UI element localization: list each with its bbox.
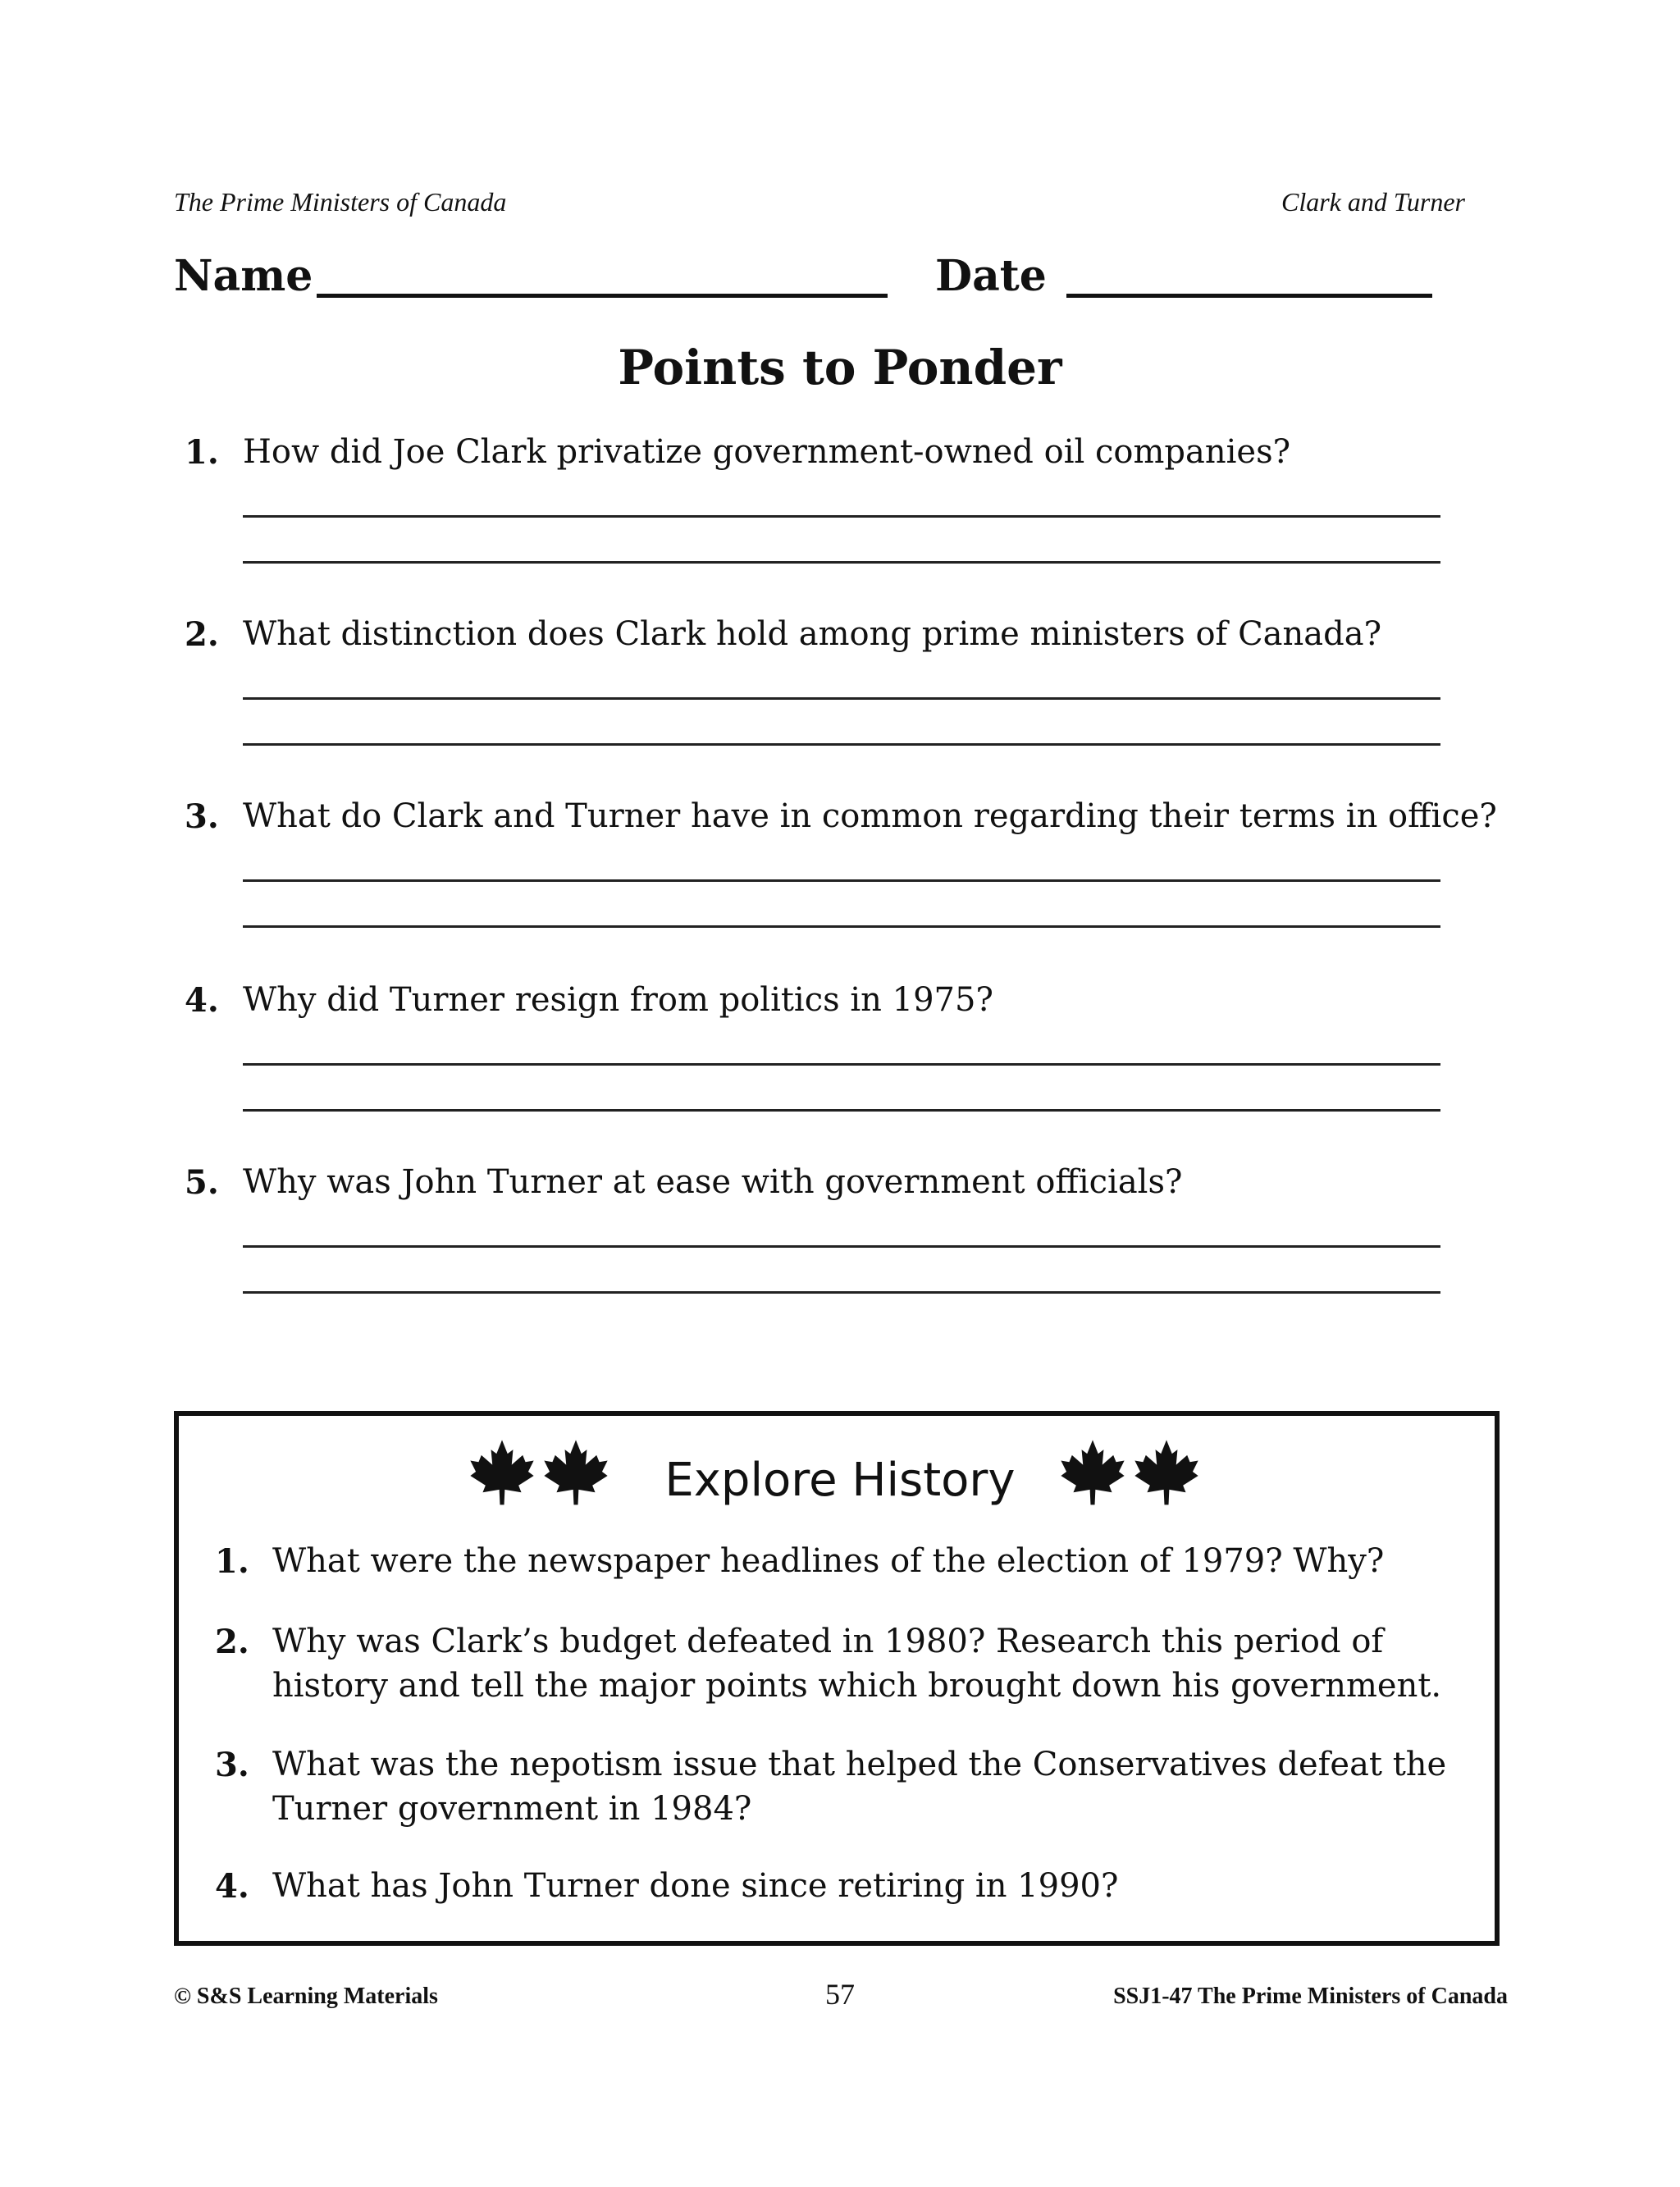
maple-leaf-icon — [1132, 1437, 1201, 1506]
answer-line[interactable] — [243, 1291, 1440, 1294]
question-number: 5. — [185, 1163, 219, 1202]
explore-history-title: Explore History — [664, 1454, 1016, 1507]
question-number: 2. — [185, 615, 219, 654]
explore-item-number: 3. — [215, 1746, 249, 1784]
question-text: What distinction does Clark hold among prime ministers of Canada? — [243, 615, 1382, 653]
explore-item-number: 2. — [215, 1623, 249, 1661]
footer-copyright: © S&S Learning Materials — [174, 1984, 438, 2009]
answer-line[interactable] — [243, 697, 1440, 700]
answer-line[interactable] — [243, 879, 1440, 882]
question-number: 1. — [185, 433, 219, 472]
answer-line[interactable] — [243, 561, 1440, 564]
question-number: 4. — [185, 981, 219, 1020]
answer-line[interactable] — [243, 515, 1440, 518]
page-number: 57 — [825, 1978, 855, 2011]
question-number: 3. — [185, 797, 219, 836]
date-field-line[interactable] — [1066, 294, 1432, 298]
answer-line[interactable] — [243, 1245, 1440, 1248]
explore-item-number: 4. — [215, 1867, 249, 1906]
name-field-line[interactable] — [317, 294, 888, 298]
answer-line[interactable] — [243, 1109, 1440, 1112]
answer-line[interactable] — [243, 1063, 1440, 1066]
footer-book-title: SSJ1-47 The Prime Ministers of Canada — [1113, 1984, 1508, 2009]
date-label: Date — [935, 251, 1047, 301]
running-head-left: The Prime Ministers of Canada — [174, 187, 507, 217]
question-text: Why did Turner resign from politics in 1975? — [243, 981, 993, 1019]
answer-line[interactable] — [243, 743, 1440, 746]
explore-item-number: 1. — [215, 1542, 249, 1581]
page-title: Points to Ponder — [618, 340, 1062, 395]
question-text: What do Clark and Turner have in common regarding their terms in office? — [243, 797, 1497, 835]
maple-leaf-icon — [1058, 1437, 1127, 1506]
name-label: Name — [174, 251, 313, 301]
explore-item-text: What were the newspaper headlines of the election of 1979? Why? — [272, 1542, 1385, 1580]
explore-item-text: What was the nepotism issue that helped the Conservatives defeat the Turner government in 1984? — [272, 1746, 1447, 1828]
explore-item-text: What has John Turner done since retiring in 1990? — [272, 1867, 1119, 1905]
question-text: Why was John Turner at ease with government officials? — [243, 1163, 1183, 1201]
running-head-right: Clark and Turner — [1281, 187, 1465, 217]
question-text: How did Joe Clark privatize government-owned oil companies? — [243, 433, 1291, 471]
answer-line[interactable] — [243, 925, 1440, 928]
explore-item-text: Why was Clark’s budget defeated in 1980? Research this period of history and tell the major points which brought down his government. — [272, 1623, 1442, 1705]
